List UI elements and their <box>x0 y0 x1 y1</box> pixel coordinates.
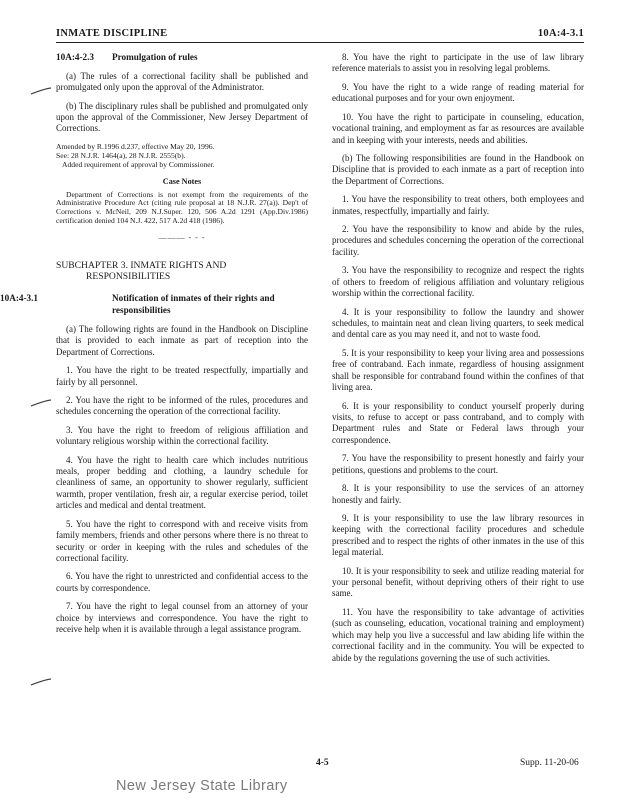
list-item: 3. You have the responsibility to recognize and respect the rights of others to freedom of religious affiliation and voluntary religious worship within the correctional facility. <box>332 265 584 299</box>
subchapter-line: SUBCHAPTER 3. INMATE RIGHTS AND <box>56 259 227 271</box>
margin-mark-icon <box>30 86 52 96</box>
amendment-line: See: 28 N.J.R. 1464(a), 28 N.J.R. 2555(b). <box>56 150 186 160</box>
header-title: INMATE DISCIPLINE <box>56 28 168 39</box>
subchapter-line: RESPONSIBILITIES <box>86 271 171 283</box>
margin-mark-icon <box>30 398 52 408</box>
list-item: 8. You have the right to participate in the use of law library reference materials to assist you in resolving legal problems. <box>332 52 584 74</box>
list-item: 7. You have the right to legal counsel from an attorney of your choice by interviews and correspondence. You have the right to receive help when it is available through a legal assistance program. <box>56 601 308 635</box>
paragraph: (b) The following responsibilities are found in the Handbook on Discipline that is provided to each inmate as a part of reception into the Department of Corrections. <box>332 152 584 186</box>
list-item: 9. It is your responsibility to use the law library resources in keeping with the correctional facility procedures and schedule prescribed and to respect the rights of other inmates in the use of this legal material. <box>332 512 584 558</box>
paragraph: (b) The disciplinary rules shall be published and promulgated only upon the approval of the Commissioner, New Jersey Department of Corrections. <box>56 100 308 134</box>
margin-mark-icon <box>30 677 52 687</box>
header-section-number: 10A:4-3.1 <box>537 28 584 39</box>
list-item: 4. It is your responsibility to follow the laundry and shower schedules, to maintain neat and clean living quarters, to seek medical and dental care as you may need it, and not to waste food. <box>332 306 584 340</box>
section-title: Promulgation of rules <box>112 52 198 62</box>
list-item: 4. You have the right to health care which includes nutritious meals, proper bedding and clothing, a laundry schedule for cleanliness of same, an opportunity to shower regularly, sufficient warmth, proper ventilation, fresh air, a regular exercise period, toilet articles and medical and dental treatment. <box>56 454 308 511</box>
list-item: 6. You have the right to unrestricted and confidential access to the courts by correspondence. <box>56 571 308 593</box>
page-number: 4-5 <box>316 758 329 768</box>
list-item: 2. You have the responsibility to know and abide by the rules, procedures and schedules concerning the operation of the correctional facility. <box>332 224 584 257</box>
header-rule <box>56 42 584 43</box>
list-item: 7. You have the responsibility to present honestly and fairly your petitions, questions and problems to the court. <box>332 453 584 475</box>
paragraph: (a) The following rights are found in the Handbook on Discipline that is provided to each inmate as part of reception into the Department of Corrections. <box>56 323 308 357</box>
section-heading <box>0 293 308 316</box>
list-item: 6. It is your responsibility to conduct yourself properly during visits, to refuse to accept or pass contraband, and to comply with Department rules and State or Federal laws through your correspondence. <box>332 400 584 445</box>
right-column <box>332 52 584 671</box>
section-heading <box>56 52 308 64</box>
paragraph: (a) The rules of a correctional facility shall be published and promulgated only upon the approval of the Administrator. <box>56 70 308 93</box>
case-notes-heading: Case Notes <box>162 177 202 187</box>
left-column <box>0 52 308 643</box>
section-number: 10A:4-3.1 <box>0 293 39 304</box>
subchapter-heading <box>56 260 308 284</box>
amendment-note <box>56 142 308 169</box>
amendment-line: Added requirement of approval by Commissioner. <box>62 160 215 170</box>
list-item: 8. It is your responsibility to use the services of an attorney honestly and fairly. <box>332 483 584 505</box>
list-item: 1. You have the responsibility to treat others, both employees and inmates, respectfully, impartially and fairly. <box>332 194 584 216</box>
list-item: 11. You have the responsibility to take advantage of activities (such as counseling, education, vocational training and employment) which may help you live a successful and law abiding life within the correctional facility and in the community. You will be expected to abide by the regulations governing the use of such activities. <box>332 606 584 663</box>
section-number: 10A:4-2.3 <box>56 52 95 62</box>
list-item: 10. It is your responsibility to seek and utilize reading material for your personal benefit, without depriving others of their right to use same. <box>332 565 584 599</box>
supplement-date: Supp. 11-20-06 <box>520 758 579 768</box>
list-item: 5. It is your responsibility to keep your living area and possessions free of contraband. Each inmate, regardless of housing assignment shall be responsible for contraband found within the confines of that living area. <box>332 347 584 393</box>
list-item: 2. You have the right to be informed of the rules, procedures and schedules concerning the operation of the correctional facility. <box>56 394 308 417</box>
library-stamp: New Jersey State Library <box>116 778 288 794</box>
list-item: 3. You have the right to freedom of religious affiliation and voluntary religious worship within the correctional facility. <box>56 424 308 447</box>
list-item: 1. You have the right to be treated respectfully, impartially and fairly by all personnel. <box>56 365 308 387</box>
section-divider: ——— - - - <box>158 233 206 243</box>
list-item: 10. You have the right to participate in counseling, education, vocational training, and employment as far as resources are available and in keeping with your interests, needs and abilities. <box>332 111 584 145</box>
case-note: Department of Corrections is not exempt from the requirements of the Administrative Procedure Act (citing rule proposal at 18 N.J.R. 27(a)). Dep't of Corrections v. McNeil, 209 N.J.Super. 120, 506 A.2d 1291 (App.Div.1986) certification denied 104 N.J. 422, 517 A.2d 418 (1986). <box>56 189 308 226</box>
list-item: 5. You have the right to correspond with and receive visits from family members, friends and other persons where there is no threat to security or order in keeping with the rules and schedules of the correctional facility. <box>56 518 308 564</box>
amendment-line: Amended by R.1996 d.237, effective May 20, 1996. <box>56 141 215 151</box>
list-item: 9. You have the right to a wide range of reading material for educational purposes and for your own enjoyment. <box>332 81 584 104</box>
section-title: Notification of inmates of their rights and responsibilities <box>112 293 275 316</box>
